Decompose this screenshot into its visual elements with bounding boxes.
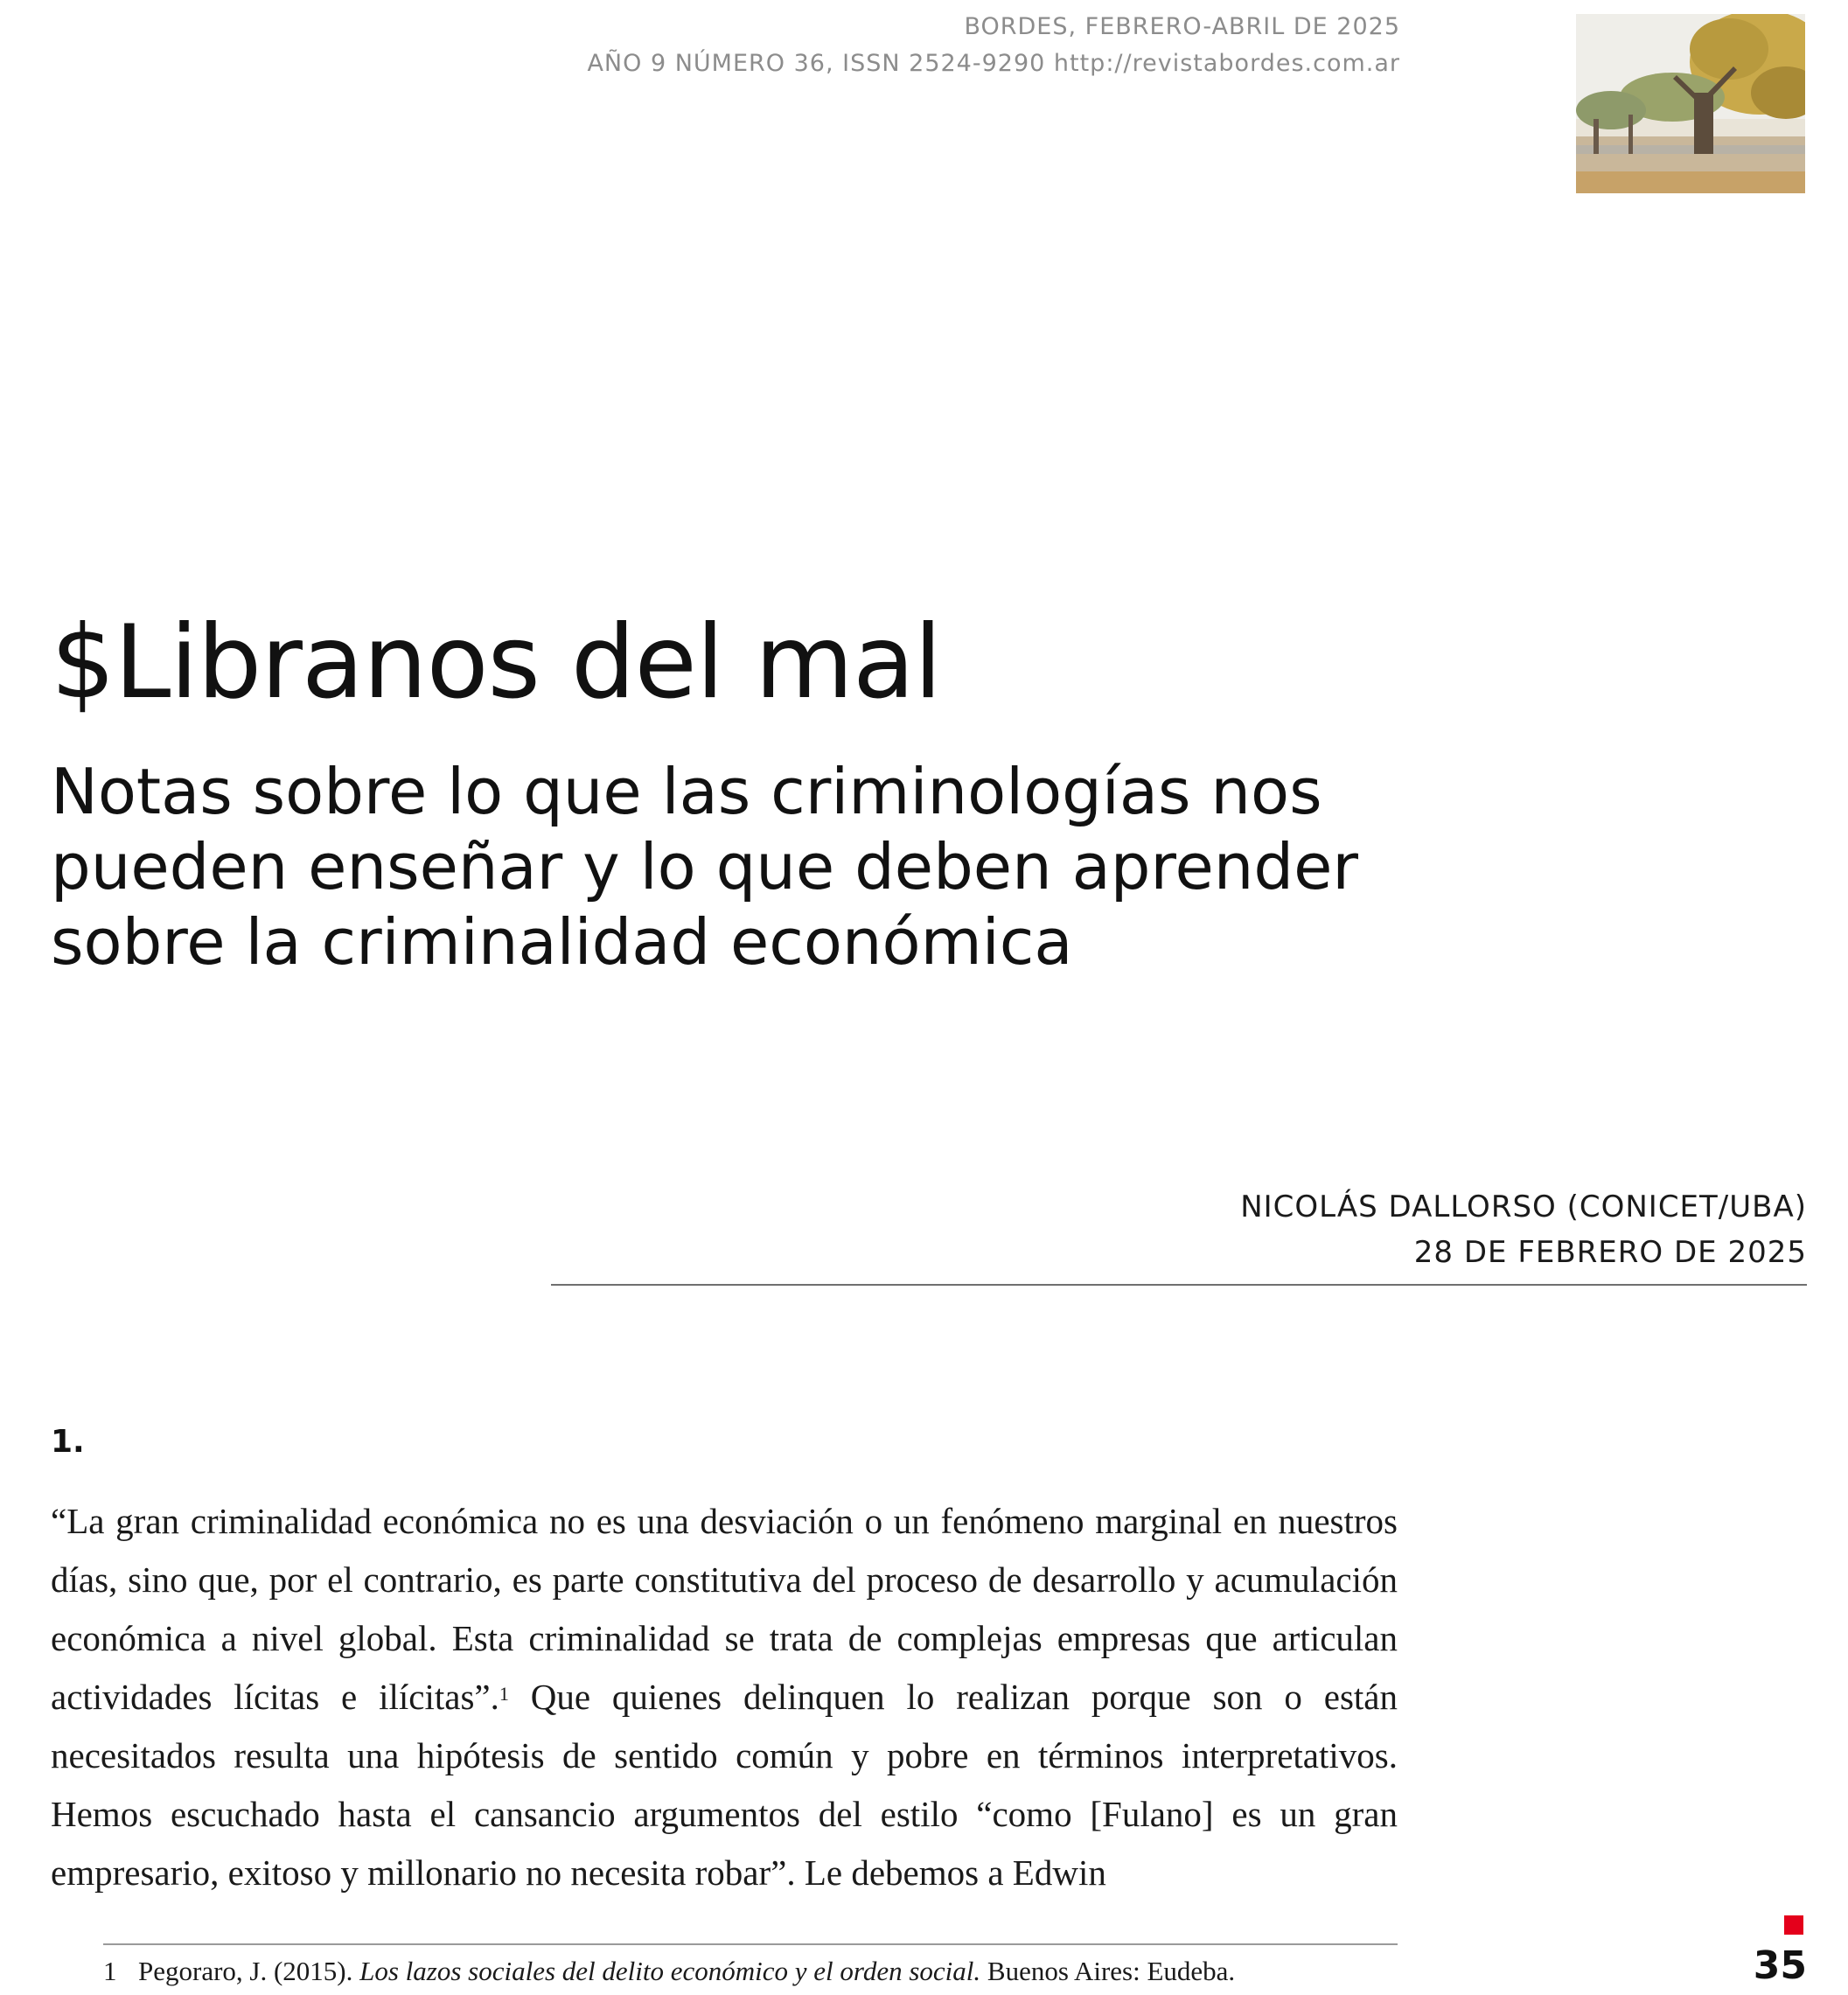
page-accent-marker	[1784, 1915, 1803, 1935]
footnote	[103, 1952, 1398, 1991]
byline-divider	[551, 1284, 1807, 1286]
footnote-book-title: Los lazos sociales del delito económico y el orden social.	[359, 1956, 981, 1986]
paragraph-continuation: Que quienes delinquen lo realizan porque son o están necesitados resulta una hipótesis de sentido común y pobre en términos interpretativos. Hemos escuchado hasta el cansancio argumentos del estilo “como [Fulano] es un gran empresario, exitoso y millonario no necesita robar”. Le debemos a Edwin	[51, 1677, 1398, 1893]
author-name: NICOLÁS DALLORSO (CONICET/UBA)	[1240, 1189, 1807, 1224]
page-number: 35	[1753, 1943, 1807, 1988]
journal-masthead	[587, 9, 1400, 82]
section-number: 1.	[51, 1424, 85, 1460]
publication-date: 28 DE FEBRERO DE 2025	[1413, 1235, 1807, 1270]
paragraph-quote: “La gran criminalidad económica no es una desviación o un fenómeno marginal en nuestros días, sino que, por el contrario, es parte constitutiva del proceso de desarrollo y acumulación económica a nivel global. Esta criminalidad se trata de complejas empresas que articulan actividades lícitas e ilícitas”.	[51, 1501, 1398, 1717]
landscape-photo-icon	[1576, 14, 1805, 193]
footnote-number: 1	[103, 1956, 117, 1986]
footnote-citation: Pegoraro, J. (2015).	[138, 1956, 360, 1986]
footnote-publisher: Buenos Aires: Eudeba.	[980, 1956, 1236, 1986]
masthead-issn-line: AÑO 9 NÚMERO 36, ISSN 2524-9290 http://revistabordes.com.ar	[587, 50, 1400, 77]
article-title: $Libranos del mal	[51, 603, 942, 722]
body-paragraph	[51, 1492, 1398, 1902]
masthead-issue-line: BORDES, FEBRERO-ABRIL DE 2025	[964, 13, 1400, 40]
footnote-divider	[103, 1943, 1398, 1945]
byline	[1240, 1184, 1807, 1275]
footnote-reference[interactable]: 1	[499, 1683, 509, 1705]
article-subtitle: Notas sobre lo que las criminologías nos pueden enseñar y lo que deben aprender sobre la criminalidad económica	[51, 755, 1358, 979]
